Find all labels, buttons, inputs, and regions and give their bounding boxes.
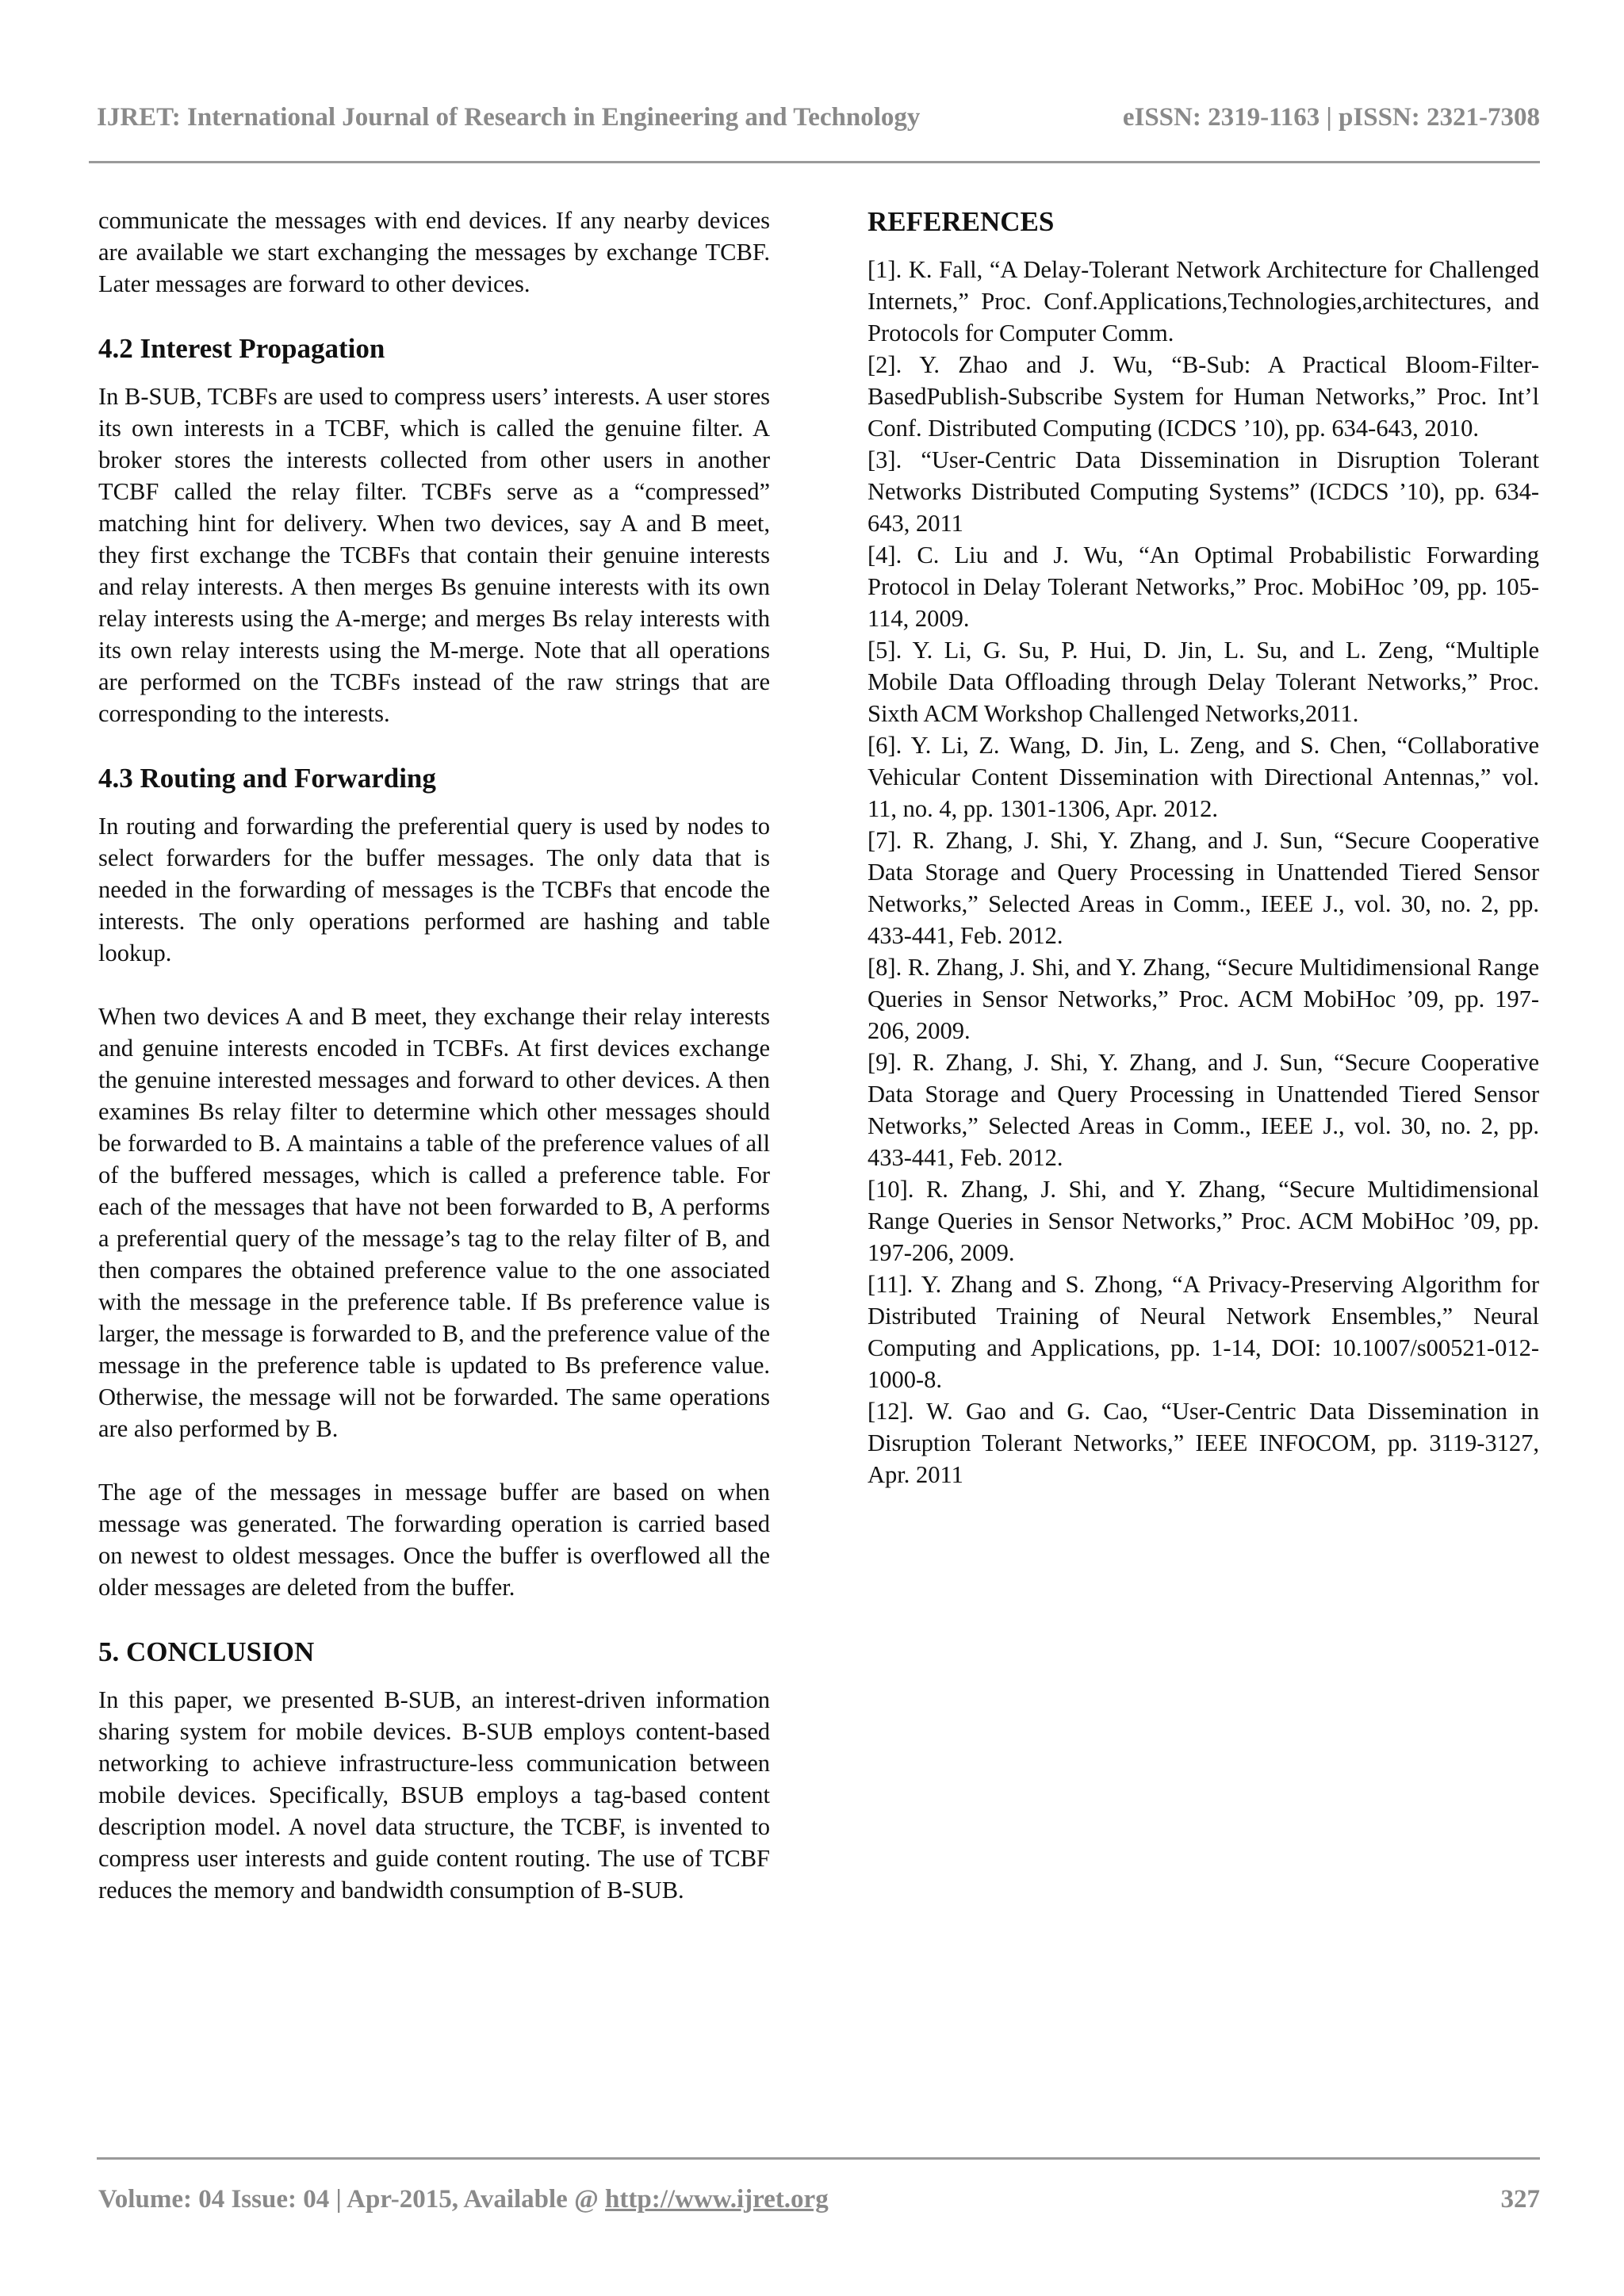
references-list: [868, 254, 1539, 1490]
journal-link[interactable]: http://www.ijret.org: [605, 2184, 829, 2214]
reference-item: [12]. W. Gao and G. Cao, “User-Centric Data Dissemination in Disruption Tolerant Networks,” IEEE INFOCOM, pp. 3119-3127, Apr. 2011: [868, 1398, 1539, 1488]
reference-item: [2]. Y. Zhao and J. Wu, “B-Sub: A Practical Bloom-Filter-BasedPublish-Subscribe System for Human Networks,” Proc. Int’l Conf. Distributed Computing (ICDCS ’10), pp. 634-643, 2010.: [868, 351, 1539, 442]
header-divider: [89, 161, 1540, 163]
section-4-3-paragraph-1: In routing and forwarding the preferential query is used by nodes to select forwarders for the buffer messages. The only data that is needed in the forwarding of messages is the TCBFs that encode the interests. The only operations performed are hashing and table lookup.: [98, 813, 770, 966]
page-number: 327: [1500, 2184, 1540, 2214]
section-4-3-heading: 4.3 Routing and Forwarding: [98, 763, 436, 794]
section-4-3-paragraph-3: The age of the messages in message buffer are based on when message was generated. The forwarding operation is carried based on newest to oldest messages. Once the buffer is overflowed all the older messages are deleted from the buffer.: [98, 1479, 770, 1601]
section-4-2-heading: 4.2 Interest Propagation: [98, 333, 385, 364]
intro-paragraph: communicate the messages with end devices. If any nearby devices are available we start exchanging the messages by exchange TCBF. Later messages are forward to other devices.: [98, 207, 770, 297]
reference-item: [7]. R. Zhang, J. Shi, Y. Zhang, and J. Sun, “Secure Cooperative Data Storage and Query Processing in Unattended Tiered Sensor Networks,” Selected Areas in Comm., IEEE J., vol. 30, no. 2, pp. 433-441, Feb. 2012.: [868, 827, 1539, 949]
conclusion-heading: 5. CONCLUSION: [98, 1636, 315, 1667]
left-column: [98, 205, 770, 1906]
footer-divider: [97, 2157, 1540, 2160]
footer-volume: [98, 2185, 829, 2214]
journal-name: IJRET: International Journal of Research in Engineering and Technology: [97, 102, 921, 132]
reference-item: [1]. K. Fall, “A Delay-Tolerant Network Architecture for Challenged Internets,” Proc. Conf.Applications,Technologies,architectures, and Protocols for Computer Comm.: [868, 256, 1539, 346]
reference-item: [4]. C. Liu and J. Wu, “An Optimal Probabilistic Forwarding Protocol in Delay Tolerant Networks,” Proc. MobiHoc ’09, pp. 105-114, 2009.: [868, 541, 1539, 632]
reference-item: [11]. Y. Zhang and S. Zhong, “A Privacy-Preserving Algorithm for Distributed Training of Neural Network Ensembles,” Neural Computing and Applications, pp. 1-14, DOI: 10.1007/s00521-012- 1000-8.: [868, 1271, 1539, 1393]
footer-volume-text: Volume: 04 Issue: 04 | Apr-2015, Available @: [98, 2184, 606, 2214]
reference-item: [5]. Y. Li, G. Su, P. Hui, D. Jin, L. Su, and L. Zeng, “Multiple Mobile Data Offloading through Delay Tolerant Networks,” Proc. Sixth ACM Workshop Challenged Networks,2011.: [868, 637, 1539, 727]
right-column: [868, 205, 1539, 1490]
reference-item: [8]. R. Zhang, J. Shi, and Y. Zhang, “Secure Multidimensional Range Queries in Sensor Networks,” Proc. ACM MobiHoc ’09, pp. 197-206, 2009.: [868, 954, 1539, 1044]
reference-item: [9]. R. Zhang, J. Shi, Y. Zhang, and J. Sun, “Secure Cooperative Data Storage and Query Processing in Unattended Tiered Sensor Networks,” Selected Areas in Comm., IEEE J., vol. 30, no. 2, pp. 433-441, Feb. 2012.: [868, 1049, 1539, 1171]
reference-item: [3]. “User-Centric Data Dissemination in Disruption Tolerant Networks Distributed Computing Systems” (ICDCS ’10), pp. 634-643, 2011: [868, 446, 1539, 537]
references-heading: REFERENCES: [868, 206, 1055, 237]
section-4-3-paragraph-2: When two devices A and B meet, they exchange their relay interests and genuine interests encoded in TCBFs. At first devices exchange the genuine interested messages and forward to other devices. A then examines Bs relay filter to determine which other messages should be forwarded to B. A maintains a table of the preference values of all of the buffered messages, which is called a preference table. For each of the messages that have not been forwarded to B, A performs a preferential query of the message’s tag to the relay filter of B, and then compares the obtained preference value to the one associated with the message in the preference table. If Bs preference value is larger, the message is forwarded to B, and the preference value of the message in the preference table is updated to Bs preference value. Otherwise, the message will not be forwarded. The same operations are also performed by B.: [98, 1003, 770, 1442]
section-4-2-paragraph: In B-SUB, TCBFs are used to compress users’ interests. A user stores its own interests in a TCBF, which is called the genuine filter. A broker stores the interests collected from other users in another TCBF called the relay filter. TCBFs serve as a “compressed” matching hint for delivery. When two devices, say A and B meet, they first exchange the TCBFs that contain their genuine interests and relay interests. A then merges Bs genuine interests with its own relay interests using the A-merge; and merges Bs relay interests with its own relay interests using the M-merge. Note that all operations are performed on the TCBFs instead of the raw strings that are corresponding to the interests.: [98, 383, 770, 727]
page-header: [97, 94, 1540, 141]
conclusion-paragraph: In this paper, we presented B-SUB, an interest-driven information sharing system for mobile devices. B-SUB employs content-based networking to achieve infrastructure-less communication between mobile devices. Specifically, BSUB employs a tag-based content description model. A novel data structure, the TCBF, is invented to compress user interests and guide content routing. The use of TCBF reduces the memory and bandwidth consumption of B-SUB.: [98, 1686, 770, 1904]
page-footer: [98, 2182, 1540, 2217]
reference-item: [10]. R. Zhang, J. Shi, and Y. Zhang, “Secure Multidimensional Range Queries in Sensor Networks,” Proc. ACM MobiHoc ’09, pp. 197-206, 2009.: [868, 1176, 1539, 1266]
issn-info: eISSN: 2319-1163 | pISSN: 2321-7308: [1122, 102, 1540, 132]
reference-item: [6]. Y. Li, Z. Wang, D. Jin, L. Zeng, and S. Chen, “Collaborative Vehicular Content Dissemination with Directional Antennas,” vol. 11, no. 4, pp. 1301-1306, Apr. 2012.: [868, 732, 1539, 822]
